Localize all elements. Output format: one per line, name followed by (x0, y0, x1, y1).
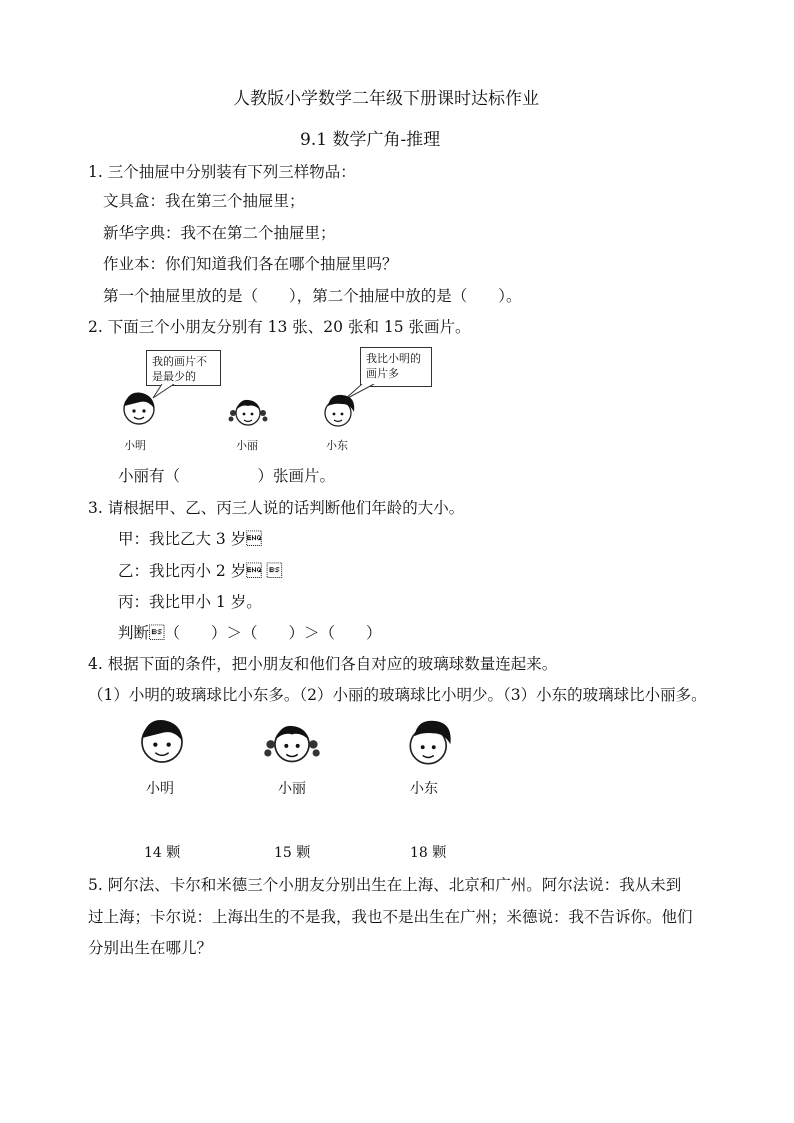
q5-line2: 过上海；卡尔说：上海出生的不是我，我也不是出生在广州；米德说：我不告诉你。他们 (88, 908, 693, 926)
q1-line3: 作业本：你们知道我们各在哪个抽屉里吗？ (103, 255, 398, 273)
boy-xiaoming-small-icon (120, 388, 158, 430)
q1-line1: 文具盒：我在第三个抽屉里； (103, 192, 305, 210)
q5-line3: 分别出生在哪儿？ (88, 939, 213, 957)
q1-line2: 新华字典：我不在第二个抽屉里； (103, 224, 336, 242)
q3-line3: 丙：我比甲小 1 岁。 (118, 593, 262, 611)
speech-bubble-xiaoming: 我的画片不是最少的 (146, 350, 221, 386)
q3-line2: 乙：我比丙小 2 岁  (118, 562, 283, 580)
q2-answer-line: 小丽有（ ）张画片。 (118, 467, 336, 485)
page-title: 人教版小学数学二年级下册课时达标作业 (233, 89, 539, 109)
q1-stem: 1. 三个抽屉中分别装有下列三样物品： (88, 163, 356, 181)
girl-xiaoli-small-icon (228, 393, 268, 431)
q3-line1: 甲：我比乙大 3 岁 (118, 530, 262, 548)
q4-name-xiaoli: 小丽 (278, 781, 306, 797)
boy-xiaodong-icon (402, 714, 460, 772)
speech-bubble-xiaodong: 我比小明的画片多 (360, 347, 432, 387)
q2-name-xiaoli: 小丽 (236, 439, 258, 452)
q2-name-xiaoming: 小明 (124, 439, 146, 452)
lesson-subtitle: 9.1 数学广角-推理 (300, 130, 441, 150)
q4-name-xiaodong: 小东 (410, 781, 438, 797)
q4-count-18: 18 颗 (410, 845, 447, 861)
q4-count-14: 14 颗 (144, 845, 181, 861)
q1-answer-line: 第一个抽屉里放的是（ ），第二个抽屉中放的是（ ）。 (103, 287, 522, 305)
q4-name-xiaoming: 小明 (146, 781, 174, 797)
q3-stem: 3. 请根据甲、乙、丙三人说的话判断他们年龄的大小。 (88, 499, 465, 517)
q4-count-15: 15 颗 (274, 845, 311, 861)
girl-xiaoli-icon (262, 716, 322, 770)
boy-xiaodong-small-icon (320, 390, 360, 432)
q2-stem: 2. 下面三个小朋友分别有 13 张、20 张和 15 张画片。 (88, 318, 471, 336)
q4-conditions: （1）小明的玻璃球比小东多。（2）小丽的玻璃球比小明少。（3）小东的玻璃球比小丽多。 (88, 686, 707, 704)
q5-line1: 5. 阿尔法、卡尔和米德三个小朋友分别出生在上海、北京和广州。阿尔法说：我从未到 (88, 876, 682, 894)
boy-xiaoming-icon (134, 714, 190, 770)
q3-answer-line: 判断（ ）＞（ ）＞（ ） (118, 624, 382, 642)
q2-name-xiaodong: 小东 (326, 439, 348, 452)
q4-stem: 4. 根据下面的条件，把小朋友和他们各自对应的玻璃球数量连起来。 (88, 655, 558, 673)
